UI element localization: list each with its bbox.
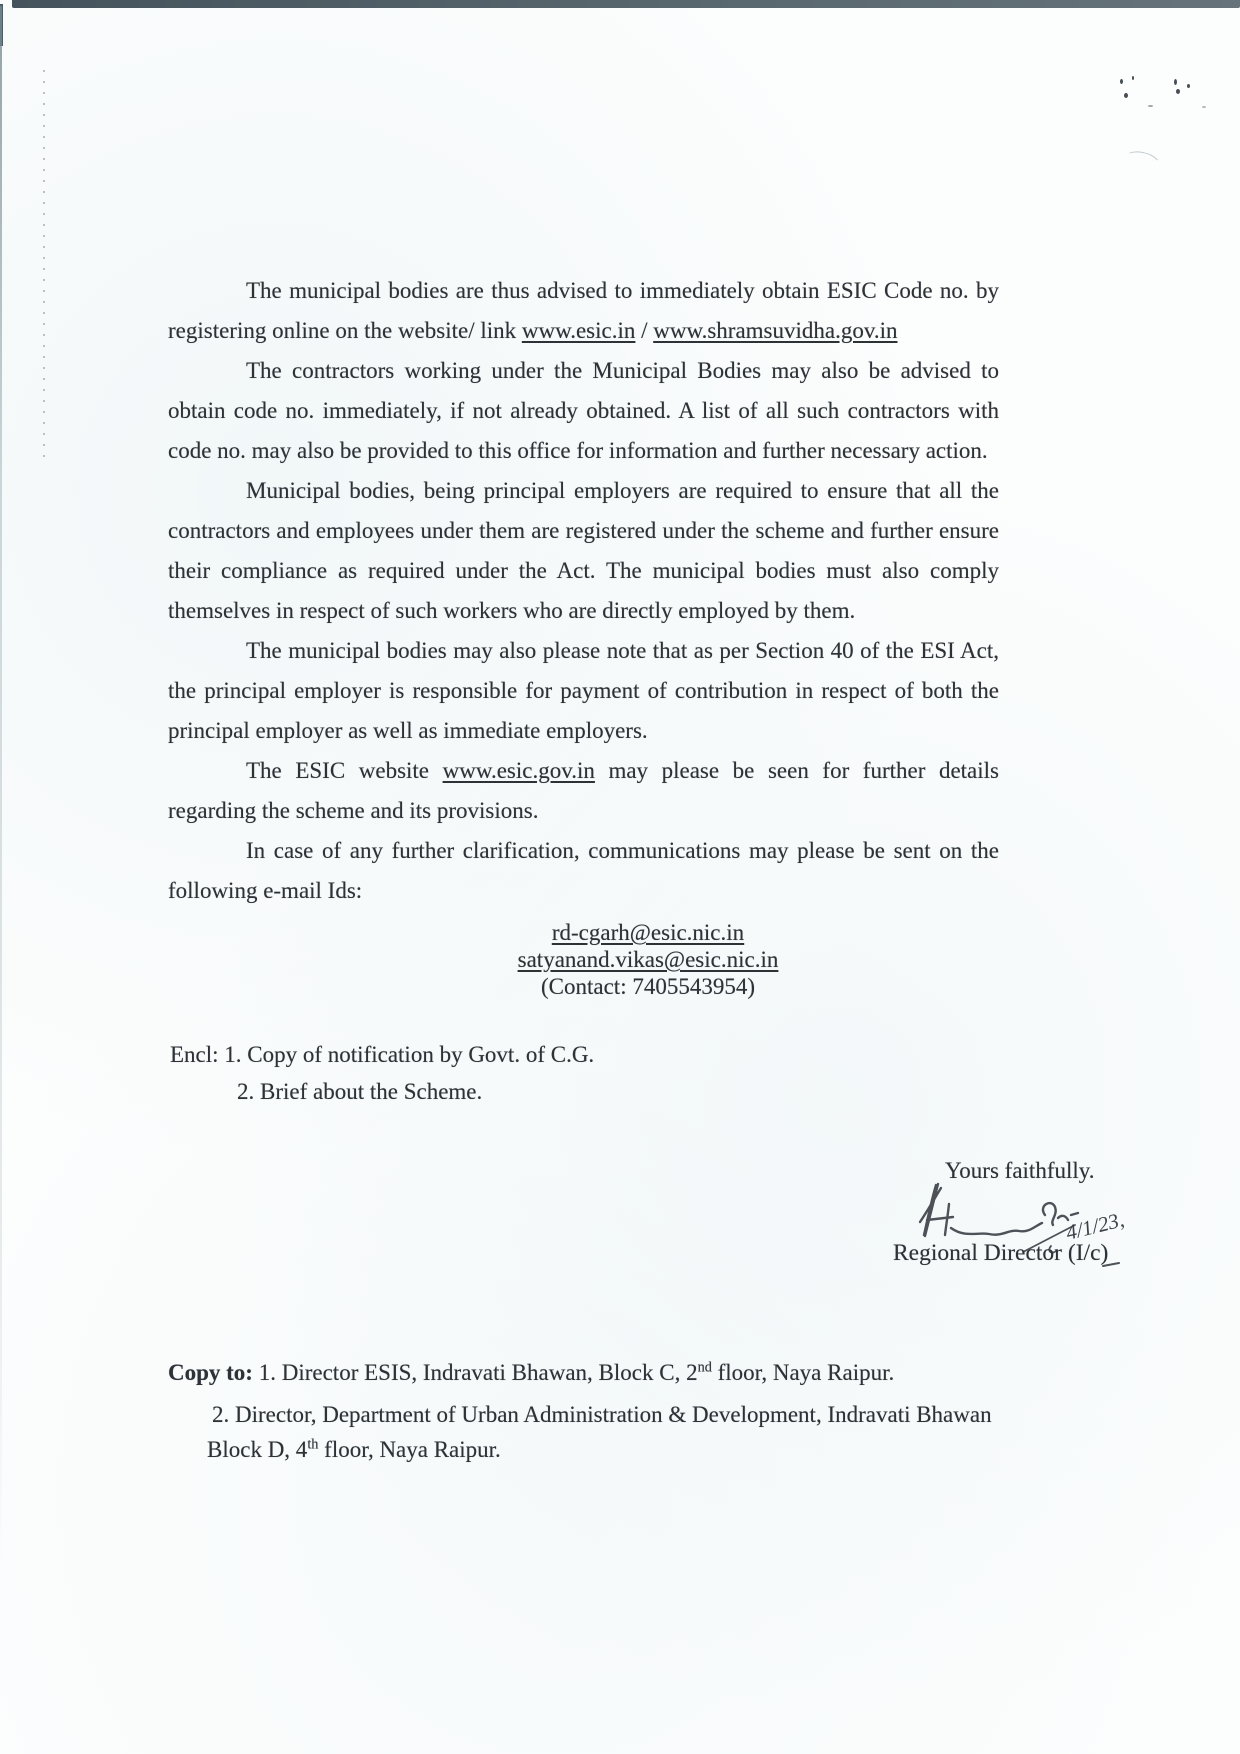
ink-speck (1202, 106, 1206, 108)
enclosures-block (170, 1036, 594, 1110)
email-link-rd-cgarh[interactable]: rd-cgarh@esic.nic.in (551, 920, 745, 945)
link-esic-gov-in[interactable]: www.esic.gov.in (442, 758, 595, 783)
ordinal-suffix: th (307, 1436, 319, 1453)
signature-stroke (951, 1223, 1042, 1235)
paragraph-esic-website (168, 751, 999, 831)
ink-speck (1187, 84, 1190, 88)
copy-to-item-2: 2. Director, Department of Urban Administration & Development, Indravati Bhawan (212, 1402, 992, 1427)
paragraph-text: / (635, 318, 654, 343)
paragraph-esic-code (168, 271, 999, 351)
ink-speck (1174, 79, 1177, 85)
copy-to-text: Block D, 4 (207, 1437, 308, 1462)
copy-to-item-1 (168, 1360, 894, 1386)
copy-to-item-2-continued (207, 1437, 501, 1463)
ink-speck (1132, 76, 1134, 80)
letter-body (168, 271, 999, 911)
email-link-satyanand[interactable]: satyanand.vikas@esic.nic.in (517, 947, 779, 972)
link-esic-in[interactable]: www.esic.in (521, 318, 636, 343)
paragraph-clarification: In case of any further clarification, communications may please be sent on the following e-mail Ids: (168, 838, 999, 903)
paragraph-text: may please be seen for further details regarding the scheme and its provisions. (168, 758, 1000, 823)
copy-to-text: floor, Naya Raipur. (711, 1360, 895, 1385)
contact-block (348, 919, 948, 1000)
signature-stroke (945, 1204, 949, 1235)
ink-speck (1120, 79, 1123, 84)
ink-speck (1148, 105, 1153, 107)
ink-speck (1176, 89, 1180, 94)
signature-date-scribble: 4/1/23, (1063, 1207, 1127, 1245)
copy-to-label: Copy to: (168, 1360, 253, 1385)
scan-left-edge (0, 6, 2, 1566)
paragraph-section-40: The municipal bodies may also please note that as per Section 40 of the ESI Act, the principal employer is responsible for payment of contribution in respect of both the principal employer as well as immediate employers. (168, 638, 999, 743)
paragraph-text: The municipal bodies are thus advised to immediately obtain ESIC Code no. by registering online on the website/ link (168, 278, 999, 343)
enclosure-item-1: Encl: 1. Copy of notification by Govt. of C.G. (170, 1042, 595, 1067)
contact-phone: (Contact: 7405543954) (541, 974, 755, 999)
pencil-mark (1121, 148, 1163, 179)
signature-stroke (924, 1184, 938, 1236)
link-shramsuvidha[interactable]: www.shramsuvidha.gov.in (653, 318, 898, 343)
closing-salutation: Yours faithfully. (945, 1158, 1095, 1183)
paragraph-contractors: The contractors working under the Municipal Bodies may also be advised to obtain code no. immediately, if not already obtained. A list of all such contractors with code no. may also be provided to this office for information and further necessary action. (168, 358, 999, 463)
copy-to-text: 1. Director ESIS, Indravati Bhawan, Block C, 2 (252, 1360, 698, 1385)
signatory-designation: Regional Director (I/c) (893, 1240, 1109, 1266)
enclosure-item-2: 2. Brief about the Scheme. (237, 1079, 483, 1104)
paragraph-text: The ESIC website (246, 758, 443, 783)
paragraph-principal-employers: Municipal bodies, being principal employers are required to ensure that all the contractors and employees under them are registered under the scheme and further ensure their compliance as required under the Act. The municipal bodies must also comply themselves in respect of such workers who are directly employed by them. (168, 478, 999, 623)
binding-dotted-line (43, 70, 45, 462)
ordinal-suffix: nd (697, 1359, 712, 1376)
copy-to-text: floor, Naya Raipur. (318, 1437, 501, 1462)
signature-stroke (927, 1217, 953, 1220)
ink-speck (1124, 93, 1128, 98)
scan-top-edge (12, 0, 1240, 8)
